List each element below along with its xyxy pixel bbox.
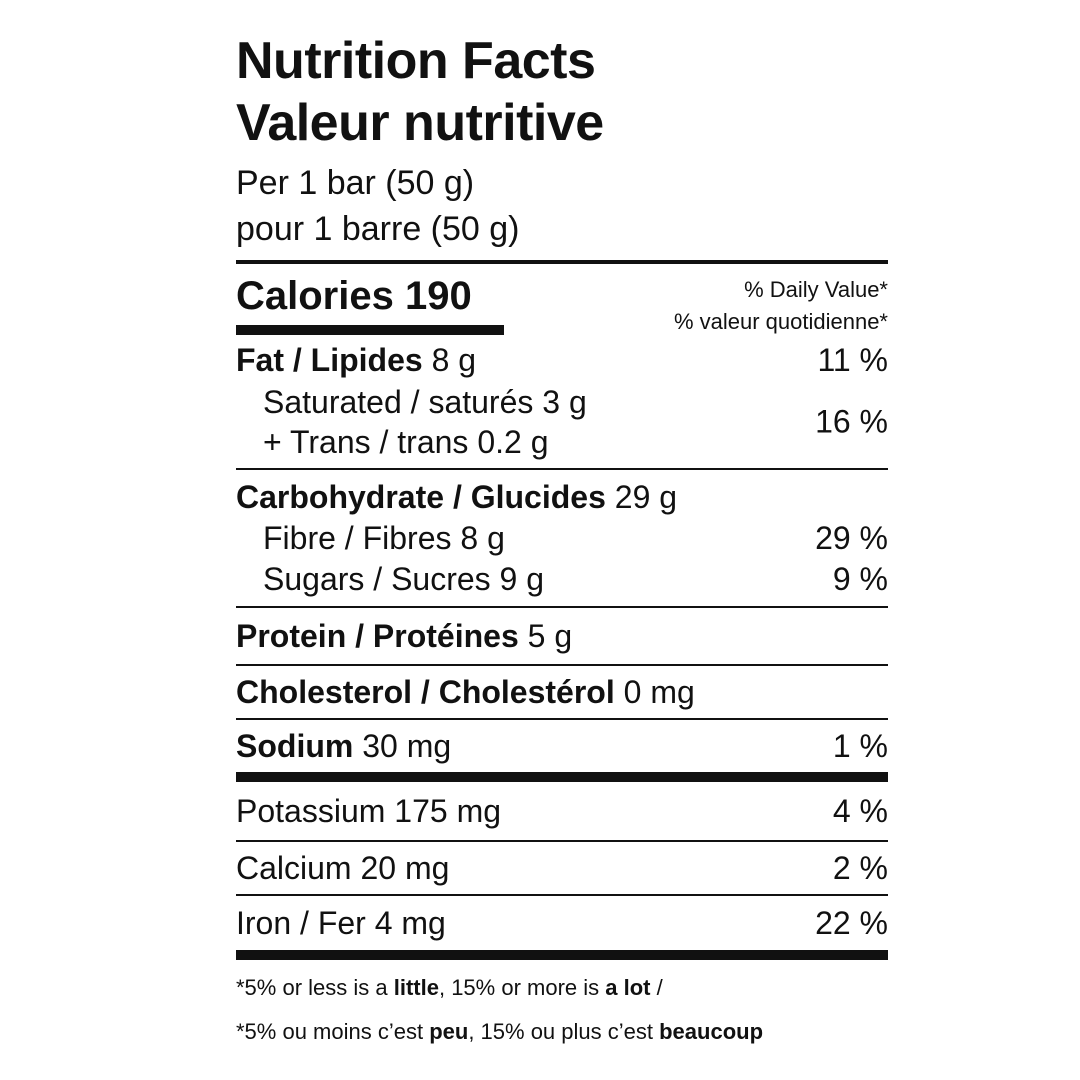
calories-label: Calories 190 [236, 274, 472, 318]
footnote [236, 966, 888, 1054]
potassium-label: Potassium 175 mg [236, 793, 502, 829]
calcium-daily-value: 2 % [832, 850, 888, 886]
footnote-french [236, 1010, 888, 1054]
serving-size-english: Per 1 bar (50 g) [236, 164, 475, 202]
sodium-label: Sodium [236, 728, 354, 764]
trans-label: + Trans / trans 0.2 g [263, 424, 549, 460]
footnote-english [236, 966, 888, 1010]
fibre-row [236, 518, 888, 559]
daily-value-heading-english: % Daily Value* [744, 277, 888, 302]
saturated-trans-row [236, 382, 888, 462]
saturated-trans-daily-value: 16 % [815, 403, 888, 440]
cholesterol-row [236, 664, 888, 718]
sugars-label: Sugars / Sucres 9 g [263, 561, 545, 597]
carbohydrate-amount: 29 g [605, 479, 678, 515]
fat-daily-value: 11 % [817, 342, 888, 378]
nutrition-facts-table [236, 30, 888, 1054]
potassium-row [236, 782, 888, 840]
footnote-fr-beaucoup: beaucoup [659, 1019, 764, 1044]
iron-daily-value: 22 % [815, 905, 888, 941]
calories-underline [236, 325, 504, 335]
fibre-daily-value: 29 % [815, 520, 888, 556]
sodium-daily-value: 1 % [832, 728, 888, 764]
potassium-daily-value: 4 % [832, 793, 888, 829]
footnote-en-mid: , 15% or more is [438, 975, 606, 1000]
sodium-amount: 30 mg [353, 728, 452, 764]
iron-label: Iron / Fer 4 mg [236, 905, 446, 941]
footnote-en-suffix: / [650, 975, 663, 1000]
title-french: Valeur nutritive [236, 94, 604, 152]
calcium-label: Calcium 20 mg [236, 850, 450, 886]
sodium-row [236, 718, 888, 772]
carbohydrate-label: Carbohydrate / Glucides [236, 479, 606, 515]
daily-value-heading [674, 274, 888, 338]
cholesterol-label: Cholesterol / Cholestérol [236, 674, 615, 710]
header [236, 30, 888, 252]
calories-row [236, 264, 888, 336]
daily-value-heading-french: % valeur quotidienne* [673, 309, 888, 334]
fat-row [236, 338, 888, 382]
fat-amount: 8 g [422, 342, 477, 378]
title-english: Nutrition Facts [236, 32, 596, 90]
footnote-fr-prefix: *5% ou moins c’est [236, 1019, 430, 1044]
calcium-row [236, 840, 888, 894]
footnote-en-prefix: *5% or less is a [236, 975, 394, 1000]
carbohydrate-group [236, 468, 888, 606]
footnote-fr-peu: peu [429, 1019, 469, 1044]
fat-group [236, 336, 888, 468]
fibre-label: Fibre / Fibres 8 g [263, 520, 505, 556]
protein-amount: 5 g [518, 618, 573, 654]
saturated-label: Saturated / saturés 3 g [263, 384, 587, 420]
thick-rule-bottom [236, 950, 888, 960]
footnote-en-lot: a lot [605, 975, 651, 1000]
iron-row [236, 894, 888, 950]
sugars-daily-value: 9 % [832, 561, 888, 597]
carbohydrate-row [236, 476, 888, 518]
serving-size-french: pour 1 barre (50 g) [236, 210, 520, 248]
protein-label: Protein / Protéines [236, 618, 519, 654]
footnote-en-little: little [393, 975, 439, 1000]
protein-row [236, 606, 888, 664]
fat-label: Fat / Lipides [236, 342, 423, 378]
footnote-fr-mid: , 15% ou plus c’est [468, 1019, 660, 1044]
thick-rule-middle [236, 772, 888, 782]
sugars-row [236, 559, 888, 600]
cholesterol-amount: 0 mg [614, 674, 695, 710]
